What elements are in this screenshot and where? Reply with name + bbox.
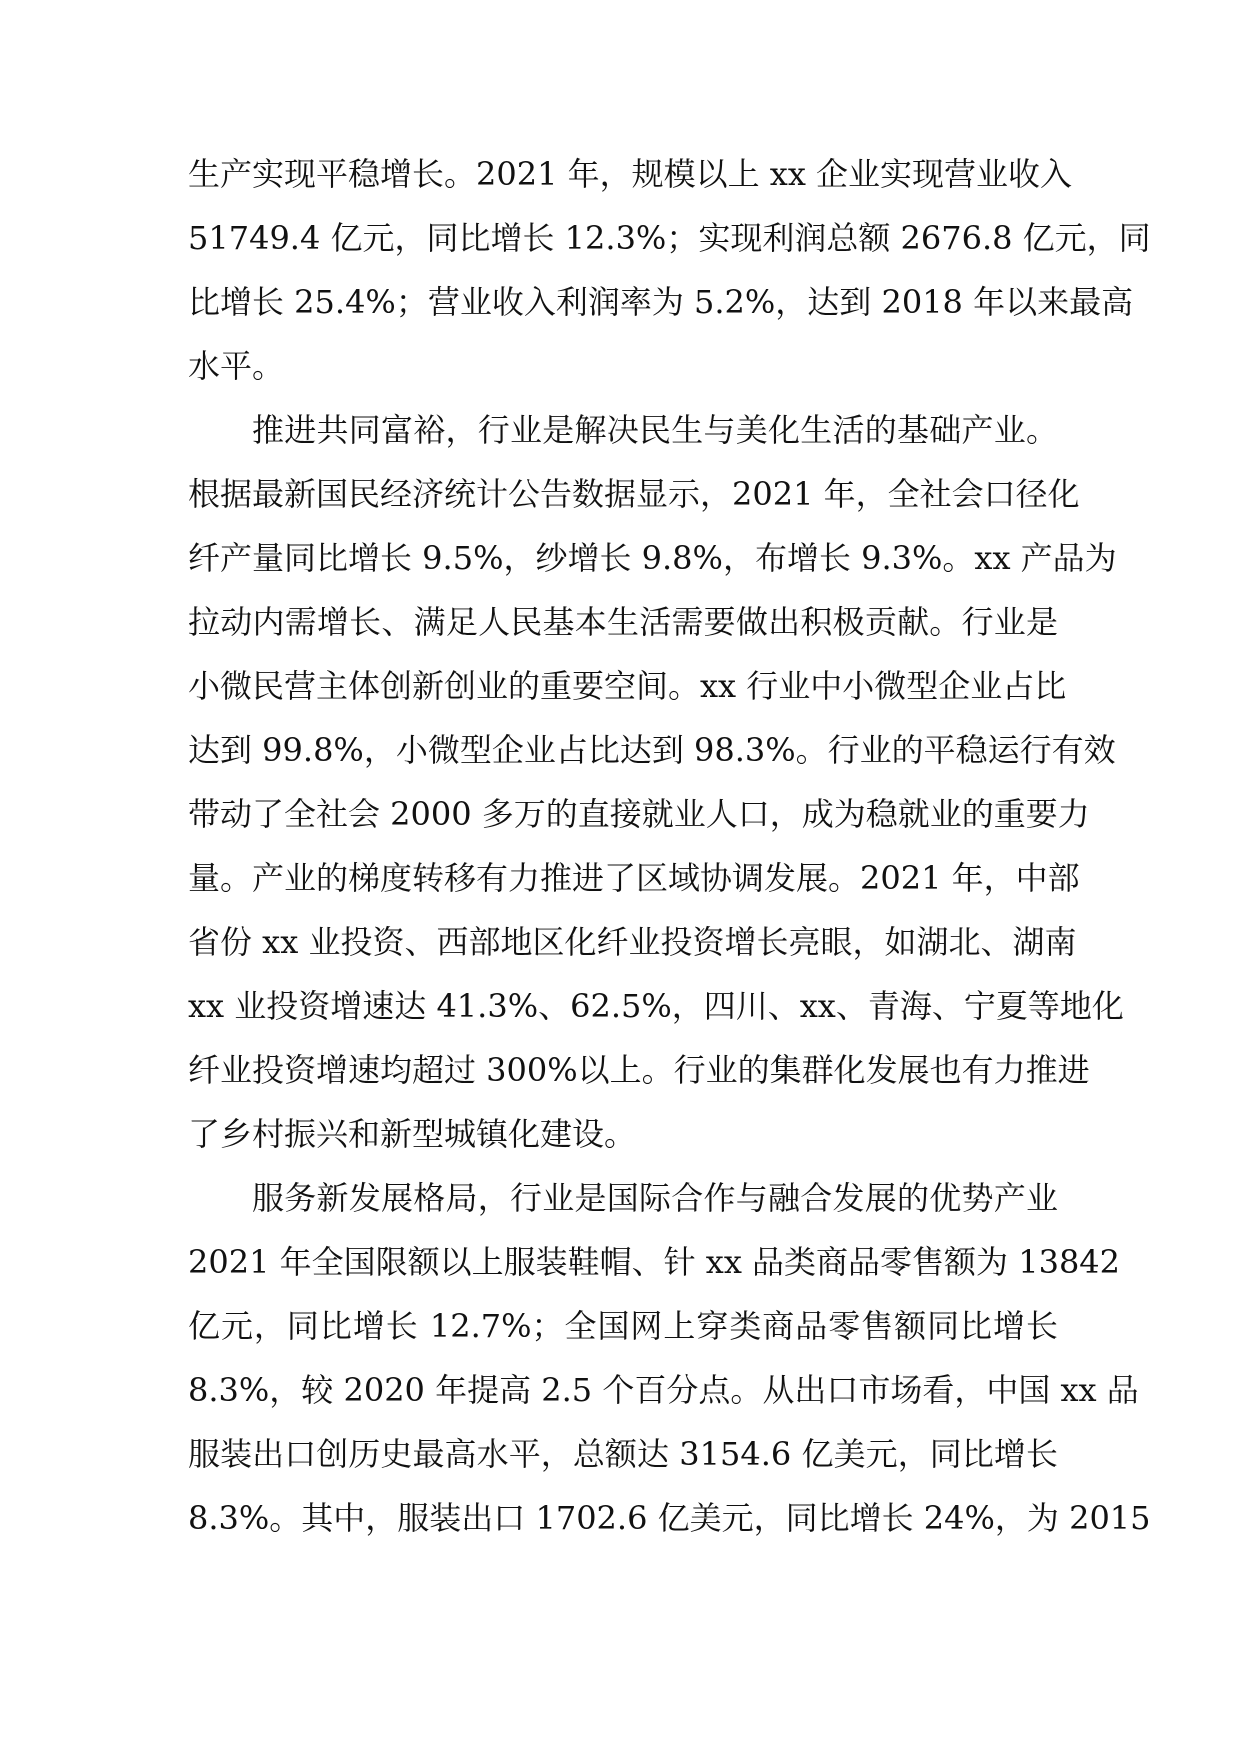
paragraph-first-line: 推进共同富裕，行业是解决民生与美化生活的基础产业。 — [252, 411, 1058, 449]
text-line: 服装出口创历史最高水平，总额达 3154.6 亿美元，同比增长 — [188, 1435, 1058, 1473]
text-line: 了乡村振兴和新型城镇化建设。 — [188, 1115, 637, 1153]
text-line: 根据最新国民经济统计公告数据显示，2021 年，全社会口径化 — [188, 475, 1080, 513]
text-line: 51749.4 亿元，同比增长 12.3%；实现利润总额 2676.8 亿元，同 — [188, 219, 1151, 257]
text-line: 拉动内需增长、满足人民基本生活需要做出积极贡献。行业是 — [188, 603, 1058, 641]
text-line: 亿元，同比增长 12.7%；全国网上穿类商品零售额同比增长 — [188, 1307, 1058, 1345]
text-line: 8.3%，较 2020 年提高 2.5 个百分点。从出口市场看，中国 xx 品 — [188, 1371, 1139, 1409]
text-line: 小微民营主体创新创业的重要空间。xx 行业中小微型企业占比 — [188, 667, 1067, 705]
text-line: 带动了全社会 2000 多万的直接就业人口，成为稳就业的重要力 — [188, 795, 1090, 833]
text-line: 量。产业的梯度转移有力推进了区域协调发展。2021 年，中部 — [188, 859, 1080, 897]
text-line: xx 业投资增速达 41.3%、62.5%，四川、xx、青海、宁夏等地化 — [188, 987, 1124, 1025]
text-line: 纤产量同比增长 9.5%，纱增长 9.8%，布增长 9.3%。xx 产品为 — [188, 539, 1117, 577]
text-line: 达到 99.8%，小微型企业占比达到 98.3%。行业的平稳运行有效 — [188, 731, 1116, 769]
text-line: 纤业投资增速均超过 300%以上。行业的集群化发展也有力推进 — [188, 1051, 1090, 1089]
body-text — [188, 142, 1151, 1550]
text-line: 2021 年全国限额以上服装鞋帽、针 xx 品类商品零售额为 13842 — [188, 1243, 1121, 1281]
text-line: 8.3%。其中，服装出口 1702.6 亿美元，同比增长 24%，为 2015 — [188, 1499, 1151, 1537]
text-line: 水平。 — [188, 347, 285, 385]
text-line: 省份 xx 业投资、西部地区化纤业投资增长亮眼，如湖北、湖南 — [188, 923, 1077, 961]
text-line: 生产实现平稳增长。2021 年，规模以上 xx 企业实现营业收入 — [188, 155, 1073, 193]
text-line: 比增长 25.4%；营业收入利润率为 5.2%，达到 2018 年以来最高 — [188, 283, 1134, 321]
paragraph-first-line: 服务新发展格局，行业是国际合作与融合发展的优势产业 — [252, 1179, 1058, 1217]
